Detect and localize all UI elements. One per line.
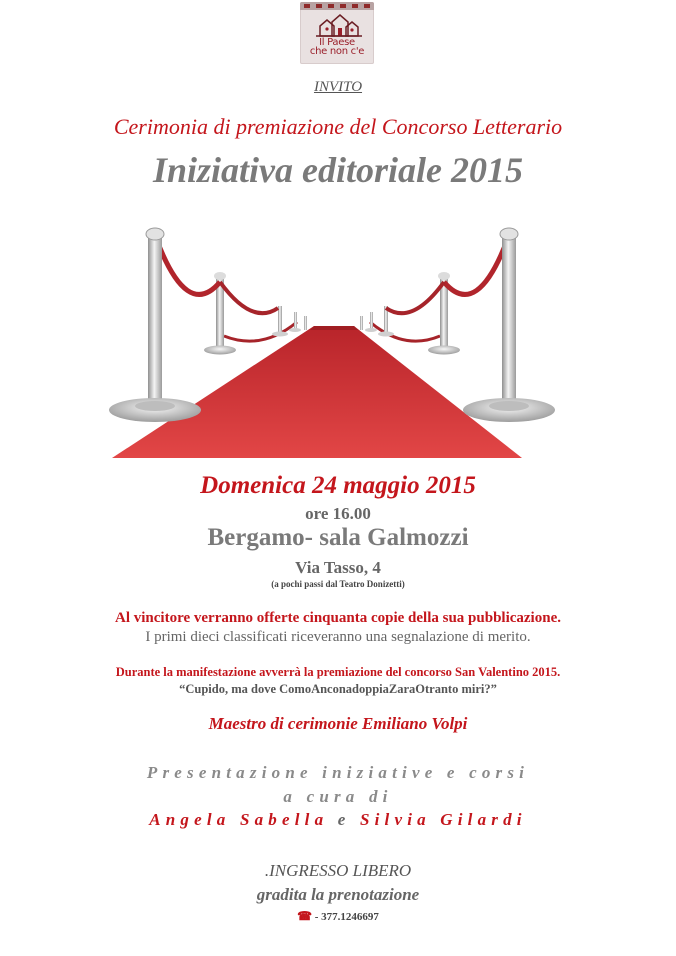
phone-number: - 377.1246697 — [314, 911, 379, 923]
presentation-names — [0, 810, 676, 830]
invito-label: INVITO — [313, 79, 363, 95]
manifestazione-line-1: Durante la manifestazione avverrà la premiazione del concorso San Valentino 2015. — [115, 665, 561, 679]
event-date: Domenica 24 maggio 2015 — [200, 472, 476, 499]
presenter-2: Silvia Gilardi — [359, 810, 527, 829]
prize-line-1: Al vincitore verranno offerte cinquanta copie della sua pubblicazione. — [115, 610, 561, 626]
event-street: Via Tasso, 4 — [295, 558, 381, 577]
telephone-icon: ☎ — [297, 909, 313, 923]
logo — [300, 2, 374, 64]
presenter-conj: e — [337, 810, 351, 829]
master-of-ceremonies: Maestro di cerimonie Emiliano Volpi — [208, 714, 468, 733]
event-venue: Bergamo- sala Galmozzi — [207, 524, 469, 551]
gradita-prenotazione: gradita la prenotazione — [256, 885, 420, 904]
presenter-1: Angela Sabella — [149, 810, 329, 829]
logo-text: Il Paese che non c'e — [309, 37, 365, 57]
ingresso-libero: .INGRESSO LIBERO — [264, 861, 412, 880]
phone-line — [0, 909, 676, 924]
ceremony-title: Cerimonia di premiazione del Concorso Letterario — [113, 114, 563, 139]
prize-line-2: I primi dieci classificati riceveranno una segnalazione di merito. — [145, 629, 531, 645]
event-time: ore 16.00 — [305, 504, 371, 523]
initiative-title: Iniziativa editoriale 2015 — [152, 150, 523, 190]
event-note: (a pochi passi dal Teatro Donizetti) — [271, 579, 405, 589]
presentation-line-1: Presentazione iniziative e corsi — [146, 763, 530, 782]
manifestazione-line-2: “Cupido, ma dove ComoAnconadoppiaZaraOtranto miri?” — [179, 682, 497, 696]
red-carpet-image — [92, 226, 572, 458]
presentation-line-2: a cura di — [283, 787, 393, 806]
